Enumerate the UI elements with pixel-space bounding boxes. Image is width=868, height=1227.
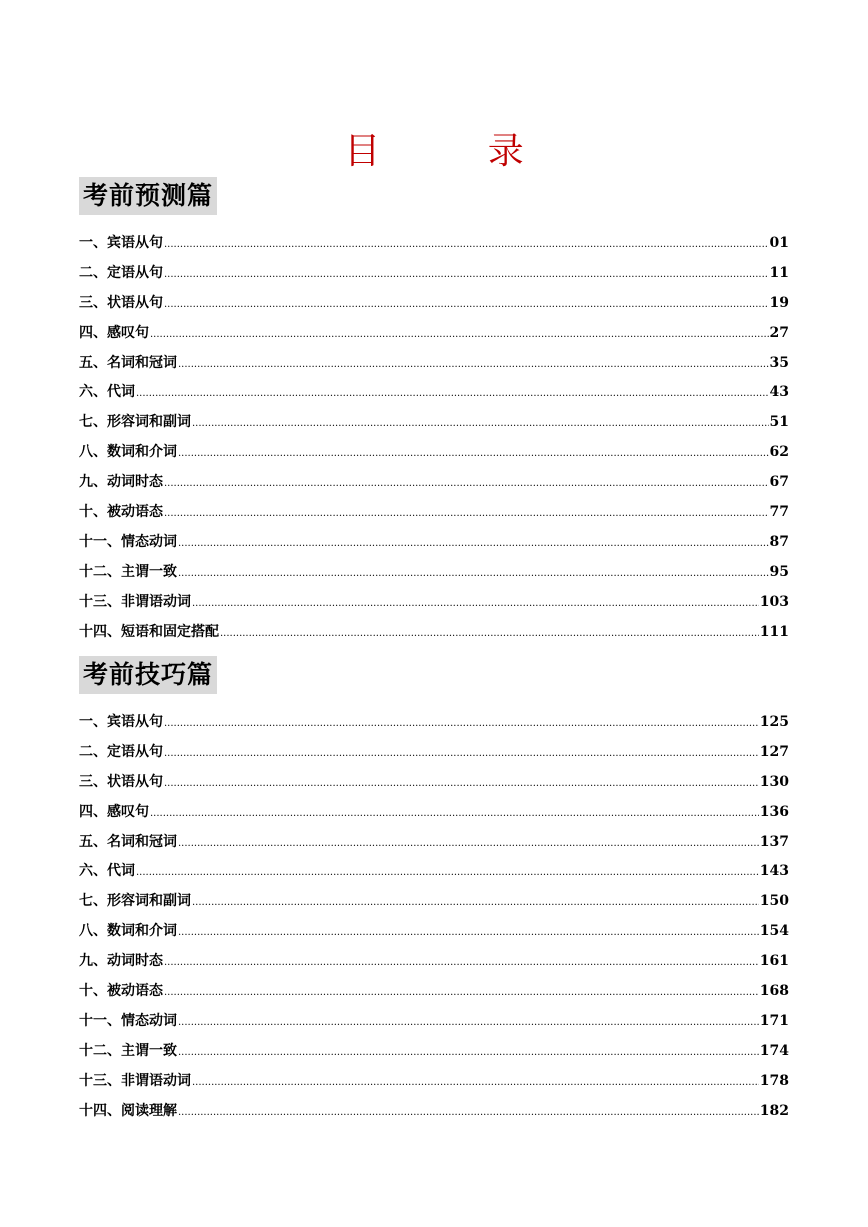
toc-dot-leader bbox=[192, 1073, 759, 1089]
toc-entry-label: 四、感叹句 bbox=[79, 803, 149, 820]
toc-entry[interactable] bbox=[79, 860, 789, 890]
toc-dot-leader bbox=[164, 265, 769, 281]
toc-entry[interactable] bbox=[79, 411, 789, 441]
toc-dot-leader bbox=[178, 355, 769, 371]
toc-entry-page-number: 178 bbox=[759, 1072, 789, 1089]
toc-entry-label: 七、形容词和副词 bbox=[79, 414, 191, 431]
toc-dot-leader bbox=[164, 474, 769, 490]
toc-entry[interactable] bbox=[79, 441, 789, 471]
toc-dot-leader bbox=[164, 504, 769, 520]
toc-entry-label: 九、动词时态 bbox=[79, 953, 163, 970]
toc-entry-page-number: 150 bbox=[759, 893, 789, 910]
toc-entry-label: 一、宾语从句 bbox=[79, 714, 163, 730]
toc-entry-label: 十一、情态动词 bbox=[79, 1012, 177, 1029]
toc-dot-leader bbox=[164, 774, 759, 790]
toc-entry[interactable] bbox=[79, 1040, 789, 1070]
toc-entry-page-number: 95 bbox=[769, 563, 789, 580]
toc-entry-label: 十、被动语态 bbox=[79, 504, 163, 521]
toc-dot-leader bbox=[164, 295, 769, 311]
toc-entry-label: 十一、情态动词 bbox=[79, 533, 177, 550]
toc-entry-page-number: 35 bbox=[769, 354, 789, 371]
toc-entry-page-number: 154 bbox=[759, 923, 789, 940]
toc-dot-leader bbox=[164, 983, 759, 999]
toc-dot-leader bbox=[220, 624, 759, 640]
toc-entry-page-number: 161 bbox=[759, 953, 789, 970]
toc-entry-label: 五、名词和冠词 bbox=[79, 354, 177, 371]
toc-entry-page-number: 62 bbox=[769, 444, 789, 461]
toc-dot-leader bbox=[164, 235, 769, 251]
toc-entry[interactable] bbox=[79, 322, 789, 352]
toc-entry[interactable] bbox=[79, 711, 789, 741]
toc-entry-page-number: 127 bbox=[759, 743, 789, 760]
toc-entry[interactable] bbox=[79, 471, 789, 501]
toc-dot-leader bbox=[192, 414, 769, 430]
toc-dot-leader bbox=[178, 1103, 759, 1119]
toc-entry-page-number: 171 bbox=[759, 1012, 789, 1029]
toc-dot-leader bbox=[164, 714, 759, 730]
toc-entry-page-number: 168 bbox=[759, 983, 789, 1000]
toc-dot-leader bbox=[150, 804, 759, 820]
toc-dot-leader bbox=[178, 534, 769, 550]
toc-entry-label: 十二、主谓一致 bbox=[79, 563, 177, 580]
toc-entry-page-number: 125 bbox=[759, 714, 789, 730]
toc-entry[interactable] bbox=[79, 561, 789, 591]
toc-entry[interactable] bbox=[79, 1010, 789, 1040]
toc-entry-page-number: 143 bbox=[759, 863, 789, 880]
toc-entry[interactable] bbox=[79, 980, 789, 1010]
page-title: 目 录 bbox=[344, 131, 572, 172]
toc-dot-leader bbox=[150, 325, 769, 341]
toc-dot-leader bbox=[136, 863, 759, 879]
toc-entry-label: 四、感叹句 bbox=[79, 324, 149, 341]
toc-entry[interactable] bbox=[79, 950, 789, 980]
section-heading-skills: 考前技巧篇 bbox=[79, 656, 217, 694]
toc-entry-label: 十三、非谓语动词 bbox=[79, 1072, 191, 1089]
toc-dot-leader bbox=[136, 384, 769, 400]
toc-entry-label: 三、状语从句 bbox=[79, 294, 163, 311]
toc-entry-label: 五、名词和冠词 bbox=[79, 833, 177, 850]
toc-entry[interactable] bbox=[79, 292, 789, 322]
toc-entry-label: 十、被动语态 bbox=[79, 983, 163, 1000]
toc-entry[interactable] bbox=[79, 1070, 789, 1100]
toc-entry-page-number: 174 bbox=[759, 1042, 789, 1059]
toc-entry-page-number: 182 bbox=[759, 1102, 789, 1119]
toc-entry-label: 二、定语从句 bbox=[79, 743, 163, 760]
toc-entry[interactable] bbox=[79, 831, 789, 861]
toc-entry-label: 六、代词 bbox=[79, 384, 135, 401]
toc-entry-label: 十三、非谓语动词 bbox=[79, 593, 191, 610]
toc-entry-page-number: 19 bbox=[769, 294, 789, 311]
toc-entry-label: 十四、阅读理解 bbox=[79, 1102, 177, 1119]
toc-entry-page-number: 01 bbox=[769, 235, 789, 251]
toc-entry[interactable] bbox=[79, 890, 789, 920]
toc-entry[interactable] bbox=[79, 531, 789, 561]
toc-entry-page-number: 43 bbox=[769, 384, 789, 401]
toc-dot-leader bbox=[164, 953, 759, 969]
toc-entry-label: 九、动词时态 bbox=[79, 474, 163, 491]
toc-dot-leader bbox=[192, 893, 759, 909]
toc-dot-leader bbox=[178, 923, 759, 939]
toc-entry-label: 十四、短语和固定搭配 bbox=[79, 623, 219, 640]
section-heading-forecast: 考前预测篇 bbox=[79, 177, 217, 215]
toc-entry[interactable] bbox=[79, 262, 789, 292]
toc-entry[interactable] bbox=[79, 501, 789, 531]
toc-entry-page-number: 87 bbox=[769, 533, 789, 550]
toc-entry-page-number: 111 bbox=[759, 623, 789, 640]
toc-dot-leader bbox=[178, 1013, 759, 1029]
toc-entry-label: 七、形容词和副词 bbox=[79, 893, 191, 910]
toc-entry-label: 三、状语从句 bbox=[79, 773, 163, 790]
toc-list-forecast bbox=[79, 232, 789, 650]
toc-dot-leader bbox=[178, 564, 769, 580]
toc-entry[interactable] bbox=[79, 232, 789, 262]
toc-dot-leader bbox=[178, 444, 769, 460]
toc-dot-leader bbox=[178, 1043, 759, 1059]
toc-entry[interactable] bbox=[79, 771, 789, 801]
toc-entry-page-number: 137 bbox=[759, 833, 789, 850]
toc-entry-page-number: 136 bbox=[759, 803, 789, 820]
toc-entry[interactable] bbox=[79, 591, 789, 621]
toc-entry-label: 十二、主谓一致 bbox=[79, 1042, 177, 1059]
toc-entry-page-number: 27 bbox=[769, 324, 789, 341]
toc-dot-leader bbox=[164, 744, 759, 760]
toc-entry-label: 二、定语从句 bbox=[79, 264, 163, 281]
toc-entry-label: 八、数词和介词 bbox=[79, 444, 177, 461]
toc-entry-page-number: 67 bbox=[769, 474, 789, 491]
toc-entry[interactable] bbox=[79, 801, 789, 831]
toc-entry[interactable] bbox=[79, 621, 789, 651]
toc-entry-page-number: 77 bbox=[769, 504, 789, 521]
toc-entry[interactable] bbox=[79, 352, 789, 382]
toc-dot-leader bbox=[192, 594, 759, 610]
toc-dot-leader bbox=[178, 834, 759, 850]
toc-entry-page-number: 130 bbox=[759, 773, 789, 790]
toc-entry-page-number: 51 bbox=[769, 414, 789, 431]
toc-entry-page-number: 103 bbox=[759, 593, 789, 610]
toc-list-skills bbox=[79, 711, 789, 1129]
toc-entry-label: 一、宾语从句 bbox=[79, 235, 163, 251]
toc-entry[interactable] bbox=[79, 381, 789, 411]
toc-entry[interactable] bbox=[79, 741, 789, 771]
toc-entry-label: 六、代词 bbox=[79, 863, 135, 880]
toc-entry-page-number: 11 bbox=[769, 264, 789, 281]
toc-entry[interactable] bbox=[79, 920, 789, 950]
toc-entry[interactable] bbox=[79, 1100, 789, 1130]
toc-entry-label: 八、数词和介词 bbox=[79, 923, 177, 940]
